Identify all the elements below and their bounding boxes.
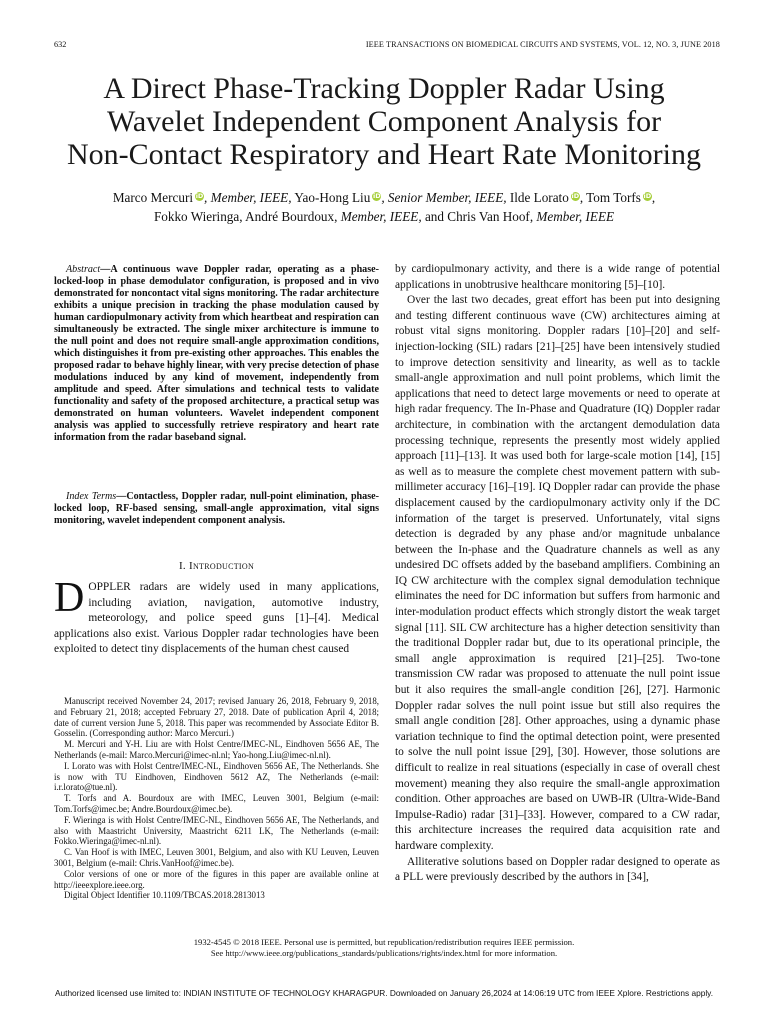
- footnote: C. Van Hoof is with IMEC, Leuven 3001, Belgium, and also with KU Leuven, Leuven 3001, Belgium (e-mail: Chris.VanHoof@imec.be).: [54, 847, 379, 868]
- orcid-icon[interactable]: iD: [571, 192, 580, 200]
- copyright-line: 1932-4545 © 2018 IEEE. Personal use is permitted, but republication/redistribution requires IEEE permission.: [193, 937, 575, 947]
- index-terms-text: —Contactless, Doppler radar, null-point elimination, phase-locked loop, RF-based sensing, small-angle approximation, vital signs monitoring, wavelet independent component analysis.: [54, 491, 379, 526]
- body-paragraph: Over the last two decades, great effort has been put into designing and testing different continuous wave (CW) architectures aiming at robust vital signs monitoring. Doppler radars [10]–[20] and self-injection-locking (SIL) radars [21]–[25] have been intensively studied to improve detection sensitivity and linearity, as well as to tackle small-angle approximation and null point problems, which limit the applications that need to detect large movements or need to operate at high radar frequency. The In-Phase and Quadrature (IQ) Doppler radar architecture, in combination with the arctangent demodulation data processing technique, represents the presently most widely applied approach [11]–[13]. It was used both for large-scale motion [14], [15] as well as to measure the complete chest movement pattern with sub-millimeter accuracy [16]–[19]. IQ Doppler radar can provide the phase displacement caused by the cardiopulmonary activity only if the DC information of the target is preserved. Unfortunately, vital signs detection is degraded by any phase and/or magnitude unbalance between the In-phase and the Quadrature channels as well as any undesired DC offsets added by the baseband amplifiers. Combining an IQ CW architecture with the complex signal demodulation technique eliminates the need for DC information but suffers from harmonic and inter-modulation product effects which strongly distort the weak target signal [11]. SIL CW architecture has a higher detection sensitivity than the traditional Doppler radar but, due to its operational principle, the small angle approximation is required [21]–[25]. Two-tone transmission CW radar was proposed to attenuate the null point issue but it also requires the small-angle condition [26], [27]. Harmonic Doppler radar solves the null point issue but still also requires the small angle condition [28]. Other approaches, using a dynamic phase variation technique to find the optimal detection point, were presented to solve the null point issue [29], [30]. However, those solutions are difficult to realize in real situations (especially in case of overall chest movement) meaning they also require the small-angle approximation condition. Other approaches are based on UWB-IR (Ultra-Wide-Band Impulse-Radio) radar [31]–[33]. However, compared to a CW radar, this architecture increases the required data acquisition rate and hardware complexity.: [395, 294, 720, 852]
- title-line: Wavelet Independent Component Analysis for: [106, 105, 662, 138]
- orcid-icon[interactable]: iD: [195, 192, 204, 200]
- copyright-line: See http://www.ieee.org/publications_standards/publications/rights/index.html for more information.: [210, 948, 558, 958]
- author-list: [40, 188, 728, 226]
- footnotes: [54, 696, 379, 901]
- title-line: A Direct Phase-Tracking Doppler Radar Using: [103, 72, 665, 105]
- orcid-icon[interactable]: iD: [643, 192, 652, 200]
- footnote: F. Wieringa is with Holst Centre/IMEC-NL, Eindhoven 5656 AE, The Netherlands, and also with Maastricht University, Maastricht 6211 LK, The Netherlands (e-mail: Fokko.Wieringa@imec-nl.nl).: [54, 814, 379, 847]
- author-role: , Senior Member, IEEE,: [381, 190, 507, 205]
- abstract-text: —A continuous wave Doppler radar, operating as a phase-locked-loop in phase demodulator configuration, is proposed and in vivo demonstrated for noncontact vital signs monitoring. The radar architecture exhibits a unique precision in tracking the phase modulation caused by human cardiopulmonary activity from which heartbeat and respiration can simultaneously be extracted. The single mixer architecture is immune to the null point and does not require small-angle approximation conditions, which distinguishes it from pre-existing other approaches. This enables the proposed radar to behave highly linear, with very precise detection of phase modulations induced by any kind of movement, independently from amplitude and speed. After simulations and technical tests to validate functionality and safety of the proposed architecture, a practical setup was demonstrated on human volunteers. Wavelet independent component analysis was applied to successfully retrieve respiratory and heart rate information from the radar baseband signal.: [54, 264, 379, 443]
- running-head: IEEE TRANSACTIONS ON BIOMEDICAL CIRCUITS AND SYSTEMS, VOL. 12, NO. 3, JUNE 2018: [365, 40, 720, 49]
- section-heading: [54, 560, 379, 572]
- author-name: Marco Mercuri: [112, 190, 194, 205]
- title-line: Non-Contact Respiratory and Heart Rate Monitoring: [66, 138, 701, 171]
- dropcap: D: [54, 575, 85, 621]
- index-terms: [54, 491, 379, 527]
- section-number: I.: [178, 560, 190, 572]
- body-paragraph: by cardiopulmonary activity, and there is a wide range of potential applications in unobtrusive healthcare monitoring [5]–[10].: [395, 263, 720, 291]
- footnote: Manuscript received November 24, 2017; revised January 26, 2018, February 9, 2018, and February 21, 2018; accepted February 27, 2018. Date of publication April 4, 2018; date of current version June 5, 2018. This paper was recommended by Associate Editor B. Gosselin. (Corresponding author: Marco Mercuri.): [54, 696, 379, 739]
- right-column-body: [395, 262, 720, 886]
- authorized-use-notice: Authorized licensed use limited to: INDIAN INSTITUTE OF TECHNOLOGY KHARAGPUR. Downloaded on January 26,2024 at 14:06:19 UTC from IEEE Xplore. Restrictions apply.: [54, 988, 714, 998]
- footnote: I. Lorato was with Holst Centre/IMEC-NL, Eindhoven 5656 AE, The Netherlands. She is now with TU Eindhoven, Eindhoven 5612 AZ, The Netherlands (e-mail: i.r.lorato@tue.nl).: [54, 760, 379, 793]
- footnote: Color versions of one or more of the figures in this paper are available online at http://ieeexplore.ieee.org.: [54, 868, 379, 890]
- section-title: Introduction: [189, 560, 255, 572]
- body-paragraph: Alliterative solutions based on Doppler radar designed to operate as a PLL were previously described by the authors in [34],: [395, 855, 720, 884]
- author-line-1: [40, 188, 728, 207]
- author-role: Member, IEEE,: [337, 209, 422, 224]
- author-role: , Member, IEEE,: [204, 190, 292, 205]
- intro-text: OPPLER radars are widely used in many applications, including aviation, navigation, automotive industry, meteorology, and police speed guns [1]–[4]. Medical applications also exist. Various Doppler radar technologies have been exploited to detect tiny displacements of the human chest caused: [54, 581, 379, 656]
- paper-title: [40, 72, 728, 171]
- author-names: and Chris Van Hoof,: [421, 209, 534, 224]
- author-name: Ilde Lorato: [506, 190, 569, 205]
- copyright-notice: [40, 937, 728, 959]
- author-name: Tom Torfs: [583, 190, 641, 205]
- author-names: Fokko Wieringa, André Bourdoux,: [153, 209, 338, 224]
- footnote: Digital Object Identifier 10.1109/TBCAS.2018.2813013: [64, 890, 265, 901]
- footnote: M. Mercuri and Y-H. Liu are with Holst Centre/IMEC-NL, Eindhoven 5656 AE, The Netherlands (e-mail: Marco.Mercuri@imec-nl.nl; Yao-hong.Liu@imec-nl.nl).: [54, 739, 379, 760]
- author-line-2: [40, 207, 728, 226]
- author-separator: ,: [651, 190, 656, 205]
- author-separator: ,: [579, 190, 584, 205]
- intro-paragraph: [54, 575, 379, 658]
- abstract: [54, 264, 379, 444]
- abstract-lead: Abstract: [66, 264, 101, 275]
- author-name: Yao-Hong Liu: [291, 190, 371, 205]
- orcid-icon[interactable]: iD: [373, 192, 381, 200]
- author-role: Member, IEEE: [533, 209, 615, 224]
- page-number: 632: [54, 40, 67, 49]
- footnote: T. Torfs and A. Bourdoux are with IMEC, Leuven 3001, Belgium (e-mail: Tom.Torfs@imec.be; Andre.Bourdoux@imec.be).: [54, 793, 379, 814]
- index-terms-lead: Index Terms: [66, 491, 117, 502]
